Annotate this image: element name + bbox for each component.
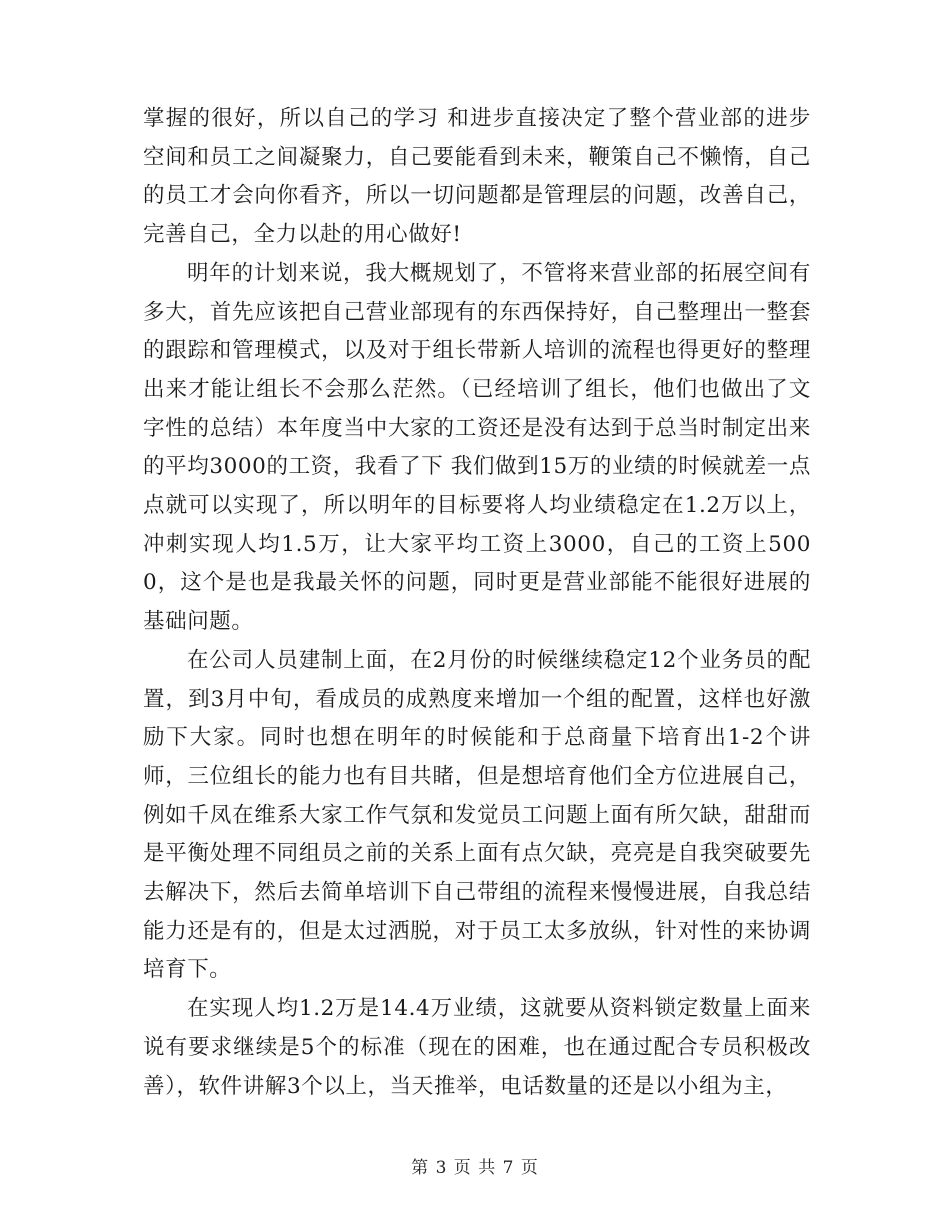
page-body xyxy=(143,100,811,1106)
paragraph-4: 在实现人均1.2万是14.4万业绩，这就要从资料锁定数量上面来说有要求继续是5个的标准（现在的困难，也在通过配合专员积极改善），软件讲解3个以上，当天推举，电话数量的还是以小组为主， xyxy=(143,996,811,1099)
paragraph-3: 在公司人员建制上面，在2月份的时候继续稳定12个业务员的配置，到3月中旬，看成员的成熟度来增加一个组的配置，这样也好激励下大家。同时也想在明年的时候能和于总商量下培育出1-2个讲师，三位组长的能力也有目共睹，但是想培育他们全方位进展自己，例如千凤在维系大家工作气氛和发觉员工问题上面有所欠缺，甜甜而是平衡处理不同组员之前的关系上面有点欠缺，亮亮是自我突破要先去解决下，然后去简单培训下自己带组的流程来慢慢进展，自我总结能力还是有的，但是太过洒脱，对于员工太多放纵，针对性的来协调培育下。 xyxy=(143,647,811,983)
paragraph-1: 掌握的很好，所以自己的学习 和进步直接决定了整个营业部的进步空间和员工之间凝聚力，自己要能看到未来，鞭策自己不懒惰，自己的员工才会向你看齐，所以一切问题都是管理层的问题，改善自己，完善自己，全力以赴的用心做好! xyxy=(143,106,811,248)
page-footer: 第 3 页 共 7 页 xyxy=(411,1158,539,1178)
paragraph-2: 明年的计划来说，我大概规划了，不管将来营业部的拓展空间有多大，首先应该把自己营业部现有的东西保持好，自己整理出一整套的跟踪和管理模式，以及对于组长带新人培训的流程也得更好的整理出来才能让组长不会那么茫然。（已经培训了组长，他们也做出了文字性的总结）本年度当中大家的工资还是没有达到于总当时制定出来的平均3000的工资，我看了下 我们做到15万的业绩的时候就差一点点就可以实现了，所以明年的目标要将人均业绩稳定在1.2万以上，冲刺实现人均1.5万，让大家平均工资上3000，自己的工资上5000，这个是也是我最关怀的问题，同时更是营业部能不能很好进展的基础问题。 xyxy=(143,260,811,635)
